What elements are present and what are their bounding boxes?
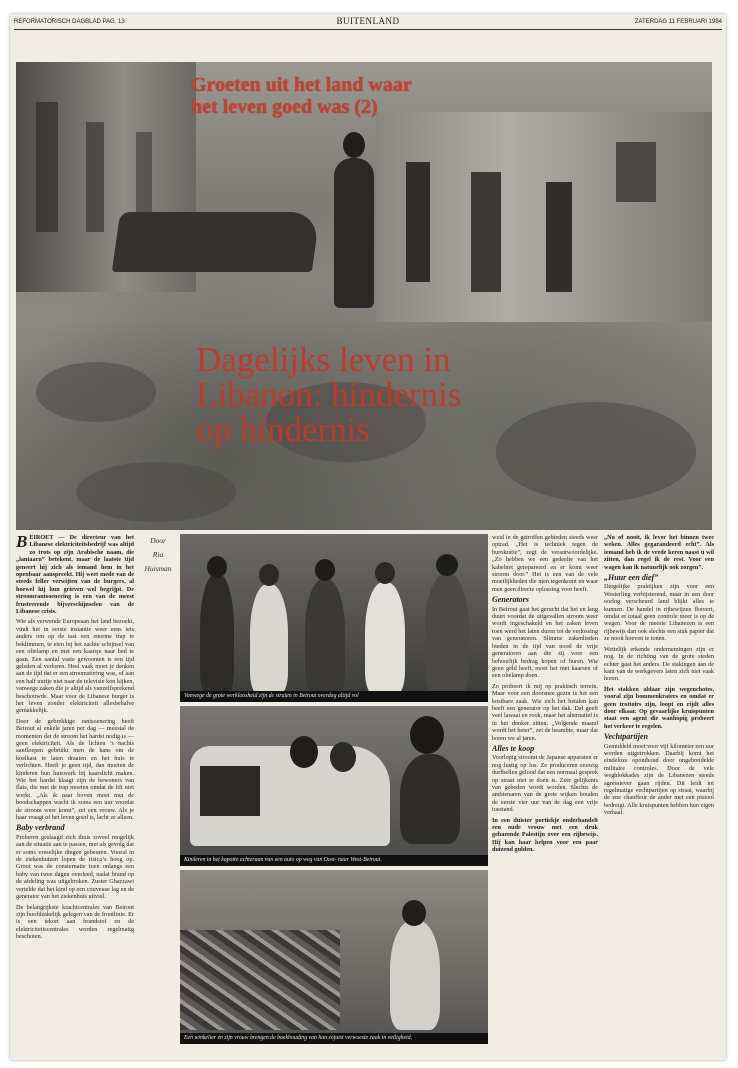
article-paragraph: Door de gebrekkige rantsoenering heeft Beirout al enkele jaren per dag — meestal de momenten dat de stroom het hardst nodig is — geen elektriciteit. Als de lichten ’s nachts aanfloepen gebruikt men de kans om de koelkast te laten draaien en het huis te verlichten. Heeft je geen tijd, dan moeten de kinderen hun huiswerk bij kaarslicht maken. Wie het hardst klaagt zijn de bewoners van flats, die met de trap moeten omdat de lift niet werkt. „Als ik naar boven moet met de boodschappen wacht ik soms een uur voordat de stroom weer komt”, zei een vrouw. Als je haar vraagt of het leven goed is, lacht ze alleen. <box>16 717 134 822</box>
photo-person-head <box>259 564 279 586</box>
photo-window <box>36 102 58 232</box>
article-subheading: Vechtpartijen <box>604 732 649 742</box>
photo-person-head <box>375 562 395 584</box>
byline-first-name: Ria <box>152 550 164 559</box>
article-paragraph: Zo probeert ik mij op praktisch terrein. Maar voor een doorsnee gezin is het een kostbare zaak. Wie zich het betalen kan heeft een generator op het dak. Dat geeft veel lawaai en rook, maar het alternatief is in het donker zitten. „Volgende maand wordt het beter”, zei de beambte, maar dat horen we al jaren. <box>492 682 598 742</box>
photo-person <box>200 574 234 694</box>
page-header <box>14 16 722 28</box>
byline-last-name: Huisman <box>144 564 172 573</box>
article-paragraph: In een duister portiekje onderhandelt een oude vrouw met een druk gebarende Palestijn over een rijbewijs. Hij kan haar helpen voor een paar duizend gulden. <box>492 816 598 854</box>
photo-wrecked-car <box>112 212 320 272</box>
photo-window <box>136 132 152 222</box>
hero-kicker-line-2: het leven goed was (2) <box>191 96 378 118</box>
hero-kicker <box>191 74 412 118</box>
photo-person <box>425 574 469 694</box>
hero-title: Dagelijks leven in Libanon: hindernis op hindernis <box>196 340 462 449</box>
article-subheading: Alles te koop <box>492 743 535 753</box>
photo-person <box>305 579 345 694</box>
article-column-4 <box>604 534 714 1054</box>
article-subheading: Generators <box>492 595 529 605</box>
photo-rubble <box>496 402 696 502</box>
photo-person <box>250 584 288 694</box>
photo-door <box>546 182 572 292</box>
photo-soldier <box>334 158 374 308</box>
photo-car-children <box>180 706 488 866</box>
article-paragraph: Het stakken aldaar zijn wegenchotes, vooral zijn bommenkraters en omdat er geen trottoirs zijn, loopt en rijdt alles door elkaar. Op gevaarlijke kruispunten staat een agent die wanhopig probeert het verkeer te regelen. <box>604 685 714 730</box>
dropcap: B <box>16 534 28 551</box>
photo-soldier-head <box>343 132 365 158</box>
photo-person-head <box>207 556 227 578</box>
header-date: ZATERDAG 11 FEBRUARI 1984 <box>634 19 722 25</box>
byline-by: Door <box>150 536 166 545</box>
article-subheading: „Huur een dief” <box>604 573 659 583</box>
photo-window <box>86 122 104 232</box>
photo-door <box>471 172 501 292</box>
photo-debris <box>180 930 340 1030</box>
article-paragraph: In Beirout gaat het gerucht dat het en lang duurt voordat de uitgevallen stroom weer wordt ingeschakeld en het zaken leven toen werd het laten duren tot de verlossing van generatoren. Slimme zakenlieden bieden in de tijd van nood de vrije generatoren aan die zij voor een behoorlijk bedrag kopen of huren. Wie geen geld heeft, moet het met kaarsen of een olielamp doen. <box>492 605 598 680</box>
article-paragraph: Proberen geslaagd zich thuis zoveel mogelijk aan de situatie aan te passen, met als gevolg dat er soms vreselijke dingen gebeuren. Vooral in de ziekenhuizen lopen de risico’s hoog op. Groot was de consternatie toen onlangs een baby van twee dagen overleed, nadat brand op de afdeling was uitgebroken. Zuster Ghazzawi vertelde dat het kind op een couveuse lag en de generator van het ziekenhuis uitviel. <box>16 833 134 901</box>
photo-caption: Een winkelier en zijn vrouw brengen de boekhouding van hun zojuist verwoeste zaak in veiligheid. <box>180 1033 488 1044</box>
photo-car-window <box>200 766 260 816</box>
photo-caption: Vanwege de grote werkloosheid zijn de straten in Beirout overdag altijd vol <box>180 691 488 702</box>
photo-caption: Kinderen in het kapotte achteraan van een auto op weg van Oost- naar West-Beirout. <box>180 855 488 866</box>
article-paragraph: Wie als verwende Europeaan het land bezoekt, vindt het in eerste instantie weer eens iets anders om op de tast een enorme trap te beklimmen, te eten bij het zachte schijnsel van een olielamp en met een kaarsje naar bed te gaan. Een aantal vaste gewoonten is een tijd geleden al verloren. Heel vaak moet je denken aan de tijd dat er een stroomstoring was, of aan een half uurtje niet naar de televisie kon kijken, vanwege zaken die je altijd als vanzelfsprekend beschouwde. Maar voor de Libanese burger is het leven zonder elektriciteit allesbehalve gemakkelijk. <box>16 618 134 715</box>
photo-child <box>400 754 460 844</box>
article-column-3 <box>492 534 598 1054</box>
article-paragraph: „Nu of nooit, ik lever het binnen twee weken. Alles gegarandeerd echt”. Als iemand heb ik de vrede keren naast u wil zitten, dan regel ik de rest. Voor een wagen kan ik natuurlijk ook zorgen”. <box>604 534 714 571</box>
header-paper-name: REFORMATORISCH DAGBLAD PAG. 13 <box>14 19 125 25</box>
article-paragraph: Dergelijke praktijken zijn voor een Westerling verbijsterend, maar in een door oorlog verscheurd land blijkt alles te kunnen. De handel in rijbewijzen floreert, omdat er totaal geen controle meer is op de wegen. Voor de meeste Libanezen is een rijbewijs dan ook slechts een stuk papier dat ze nooit hoeven te tonen. <box>604 583 714 643</box>
header-rule <box>14 29 722 30</box>
photo-door <box>406 162 430 282</box>
photo-child-head <box>330 742 356 772</box>
hero-kicker-line-1: Groeten uit het land waar <box>191 74 412 96</box>
article-paragraph: Gemiddeld moet voor vijf kilometer een uur worden uitgetrokken. Daarbij komt het eindeloze oponthoud door ongebreidelde militaire controles. Door de vele wegblokkades zijn de Libanezen steeds agressiever gaan rijden. Dit leidt tot regelmatige vechtpartijen op straat, waarbij de ene chauffeur de ander met een pistool bedreigt. Alle kruispunten hebben hun eigen verhaal. <box>604 742 714 817</box>
photo-woman-head <box>402 900 426 926</box>
photo-person-head <box>315 559 335 581</box>
article-paragraph: weid in de getroffen gebieden steeds weer optrad. „Het is techniek tegen de burokratie”, zegt de verantwoordelijke. „Zo hebben we een gedeelte van het kabelnet gerepareerd en er komt weer stroom door.” Het is een van de vele moeilijkheden die men tegenkomt en waar men geen directe oplossing voor heeft. <box>492 534 598 593</box>
hero-photo <box>16 62 712 530</box>
photo-rubble <box>76 462 236 522</box>
photo-child-head <box>410 716 444 754</box>
photo-destroyed-shop <box>180 870 488 1044</box>
photo-person-head <box>436 554 458 576</box>
article-paragraph: Wettelijk erkende ondernemingen zijn er nog. In de richting van de grote steden echter gaat het anders. De stakingen aan de kant van de werkgevers laten zich niet vaak horen. <box>604 645 714 683</box>
article-paragraph: De belangrijkste krachtcentrales van Beirout zijn hoofdzakelijk gelegen van de frontlinie. Er is een tekort aan brandstof en de elektriciteitscentrales worden regelmatig beschoten. <box>16 903 134 941</box>
article-paragraph: Voorlopig stroomt de Japanse apparaten er nog lustig op los. Ze produceren eeuwig durfbellen gelood dat een normaal gesprek op straat niet te doen is. Zeer gelijkenis van gebeden wordt worden. Slechts de ambtenaren van de grote wijken houden de eerste vier uur van de dag een vrije toestand. <box>492 754 598 814</box>
article-subheading: Baby verbrand <box>16 823 65 833</box>
photo-rubble <box>36 362 156 422</box>
byline <box>138 534 178 576</box>
photo-child-head <box>290 736 318 768</box>
photo-woman <box>390 920 440 1030</box>
photo-window <box>616 142 656 202</box>
photo-person <box>365 582 405 694</box>
article-lead: EIROET — De directeur van het Libanese elektriciteitsbedrijf was altijd zo trots op zijn Arabische naam, die „lantaarn” betekent, maar de laatste tijd geneert hij zich als iemand hem in het openbaar aanspreekt. Hij weet mede van de steeds feller verwijten van de burgers, al hoewel hij hun grieven wel begrijpt. De stroomrantsoenering is een van de meest frustrerende bijverschijnselen van de Libanese crisis. <box>16 534 134 616</box>
header-section: BUITENLAND <box>336 16 400 26</box>
newspaper-page <box>10 14 726 1060</box>
article-column-1 <box>16 534 134 1054</box>
photo-crowd <box>180 534 488 702</box>
